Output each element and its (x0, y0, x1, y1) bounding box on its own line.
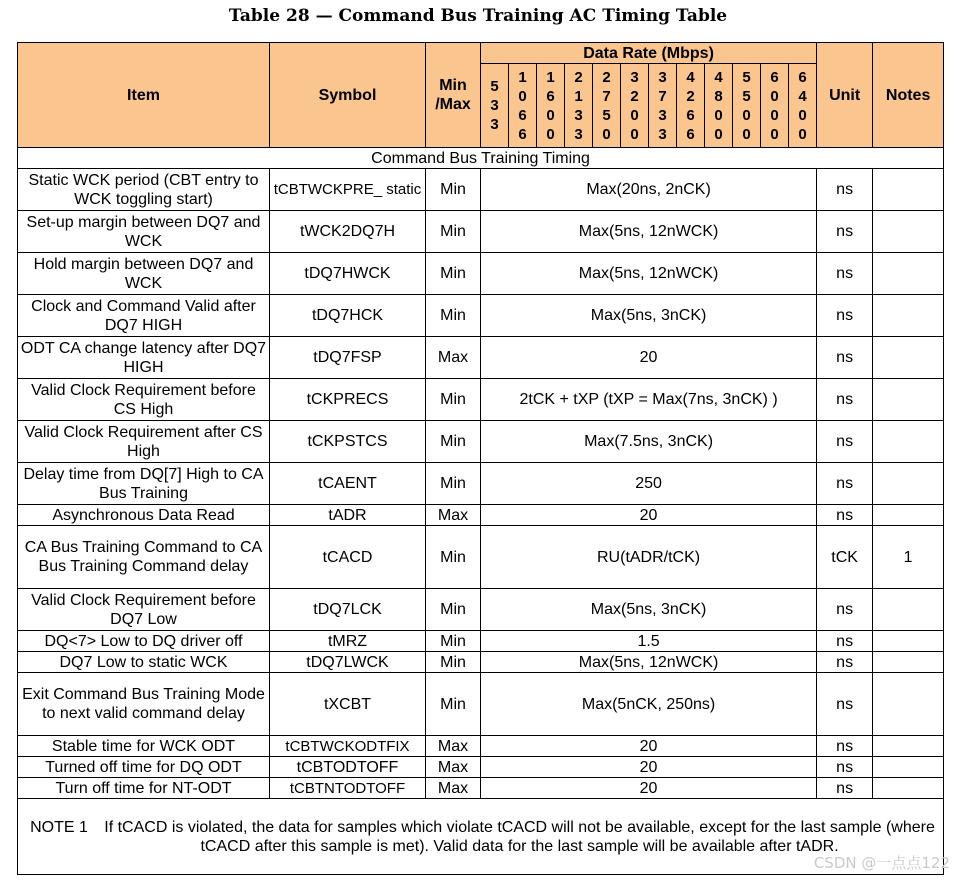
cell-value: 20 (481, 778, 817, 799)
table-row (18, 463, 944, 505)
table-row (18, 211, 944, 253)
rate-header-3200: 3 2 0 0 (621, 64, 649, 148)
cell-item: Hold margin between DQ7 and WCK (18, 253, 270, 295)
cell-note (873, 211, 944, 253)
cell-item: Clock and Command Valid after DQ7 HIGH (18, 295, 270, 337)
cell-minmax: Min (426, 463, 481, 505)
cell-unit: ns (817, 631, 873, 652)
cell-unit: ns (817, 673, 873, 736)
rate-header-6400: 6 4 0 0 (789, 64, 817, 148)
table-row (18, 253, 944, 295)
cell-unit: ns (817, 736, 873, 757)
cell-unit: ns (817, 505, 873, 526)
cell-symbol: tCBTODTOFF (270, 757, 426, 778)
table-title: Table 28 — Command Bus Training AC Timing Table (228, 6, 728, 26)
table-row (18, 757, 944, 778)
header-notes: Notes (873, 43, 944, 148)
cell-note (873, 631, 944, 652)
cell-symbol: tCAENT (270, 463, 426, 505)
cell-symbol: tMRZ (270, 631, 426, 652)
cell-item: ODT CA change latency after DQ7 HIGH (18, 337, 270, 379)
rate-header-4266: 4 2 6 6 (677, 64, 705, 148)
cell-symbol: tCBTWCKODTFIX (270, 736, 426, 757)
rate-header-3733: 3 7 3 3 (649, 64, 677, 148)
cell-symbol: tDQ7LCK (270, 589, 426, 631)
cell-item: Static WCK period (CBT entry to WCK toggling start) (18, 169, 270, 211)
cell-minmax: Max (426, 505, 481, 526)
cell-unit: ns (817, 652, 873, 673)
cell-symbol: tCBTWCKPRE_ static (270, 169, 426, 211)
cell-value: Max(5nCK, 250ns) (481, 673, 817, 736)
table-row (18, 736, 944, 757)
cell-unit: tCK (817, 526, 873, 589)
cell-note (873, 295, 944, 337)
cell-minmax: Min (426, 526, 481, 589)
table-row (18, 169, 944, 211)
cell-value: Max(5ns, 12nWCK) (481, 211, 817, 253)
cell-item: DQ<7> Low to DQ driver off (18, 631, 270, 652)
cell-symbol: tCBTNTODTOFF (270, 778, 426, 799)
header-data-rate: Data Rate (Mbps) (481, 43, 817, 64)
cell-note: 1 (873, 526, 944, 589)
cell-note (873, 169, 944, 211)
cell-note (873, 778, 944, 799)
section-title: Command Bus Training Timing (18, 148, 944, 169)
cell-symbol: tADR (270, 505, 426, 526)
rate-header-533: 5 3 3 (481, 64, 509, 148)
cell-value: 2tCK + tXP (tXP = Max(7ns, 3nCK) ) (481, 379, 817, 421)
cell-item: Valid Clock Requirement before DQ7 Low (18, 589, 270, 631)
cell-item: Stable time for WCK ODT (18, 736, 270, 757)
table-row (18, 778, 944, 799)
cell-minmax: Max (426, 757, 481, 778)
cell-unit: ns (817, 589, 873, 631)
cell-item: Set-up margin between DQ7 and WCK (18, 211, 270, 253)
rate-header-1600: 1 6 0 0 (537, 64, 565, 148)
header-symbol: Symbol (270, 43, 426, 148)
rate-header-2750: 2 7 5 0 (593, 64, 621, 148)
rate-header-4800: 4 8 0 0 (705, 64, 733, 148)
cell-symbol: tDQ7FSP (270, 337, 426, 379)
cell-symbol: tCKPRECS (270, 379, 426, 421)
cell-symbol: tCACD (270, 526, 426, 589)
cell-value: 20 (481, 757, 817, 778)
cell-value: 20 (481, 337, 817, 379)
table-row (18, 631, 944, 652)
table-row (18, 526, 944, 589)
footnote-text: If tCACD is violated, the data for samples which violate tCACD will not be available, except for the last sample (where tCACD after this sample is met). Valid data for the last sample will be available after tADR. (104, 818, 935, 855)
table-row (18, 589, 944, 631)
cell-unit: ns (817, 463, 873, 505)
cell-minmax: Max (426, 778, 481, 799)
cell-minmax: Min (426, 652, 481, 673)
cell-minmax: Min (426, 253, 481, 295)
cell-item: DQ7 Low to static WCK (18, 652, 270, 673)
timing-table (17, 42, 944, 875)
cell-note (873, 505, 944, 526)
cell-value: Max(5ns, 12nWCK) (481, 652, 817, 673)
cell-note (873, 589, 944, 631)
cell-symbol: tDQ7LWCK (270, 652, 426, 673)
rate-header-2133: 2 1 3 3 (565, 64, 593, 148)
header-item: Item (18, 43, 270, 148)
cell-value: Max(5ns, 3nCK) (481, 589, 817, 631)
cell-unit: ns (817, 169, 873, 211)
cell-unit: ns (817, 211, 873, 253)
cell-note (873, 736, 944, 757)
cell-value: 250 (481, 463, 817, 505)
footnote-label: NOTE 1 (30, 818, 88, 836)
header-minmax: Min /Max (426, 43, 481, 148)
table-row (18, 673, 944, 736)
cell-unit: ns (817, 295, 873, 337)
cell-value: 1.5 (481, 631, 817, 652)
cell-symbol: tWCK2DQ7H (270, 211, 426, 253)
cell-note (873, 253, 944, 295)
cell-value: Max(5ns, 3nCK) (481, 295, 817, 337)
cell-note (873, 421, 944, 463)
cell-unit: ns (817, 253, 873, 295)
cell-note (873, 652, 944, 673)
cell-note (873, 673, 944, 736)
cell-note (873, 757, 944, 778)
cell-minmax: Min (426, 379, 481, 421)
header-unit: Unit (817, 43, 873, 148)
cell-minmax: Min (426, 421, 481, 463)
cell-value: RU(tADR/tCK) (481, 526, 817, 589)
cell-note (873, 379, 944, 421)
cell-item: Asynchronous Data Read (18, 505, 270, 526)
cell-symbol: tDQ7HCK (270, 295, 426, 337)
cell-minmax: Min (426, 211, 481, 253)
cell-item: Valid Clock Requirement after CS High (18, 421, 270, 463)
cell-unit: ns (817, 421, 873, 463)
cell-minmax: Min (426, 673, 481, 736)
watermark: CSDN @一点点122 (813, 854, 950, 872)
cell-unit: ns (817, 778, 873, 799)
table-row (18, 295, 944, 337)
cell-minmax: Min (426, 589, 481, 631)
cell-minmax: Min (426, 295, 481, 337)
cell-unit: ns (817, 337, 873, 379)
cell-value: Max(20ns, 2nCK) (481, 169, 817, 211)
cell-symbol: tXCBT (270, 673, 426, 736)
cell-value: Max(7.5ns, 3nCK) (481, 421, 817, 463)
cell-unit: ns (817, 379, 873, 421)
table-row (18, 505, 944, 526)
rate-header-5500: 5 5 0 0 (733, 64, 761, 148)
cell-item: CA Bus Training Command to CA Bus Training Command delay (18, 526, 270, 589)
cell-unit: ns (817, 757, 873, 778)
cell-minmax: Max (426, 736, 481, 757)
table-row (18, 652, 944, 673)
cell-value: Max(5ns, 12nWCK) (481, 253, 817, 295)
cell-symbol: tDQ7HWCK (270, 253, 426, 295)
table-row (18, 337, 944, 379)
cell-symbol: tCKPSTCS (270, 421, 426, 463)
cell-item: Valid Clock Requirement before CS High (18, 379, 270, 421)
table-row (18, 379, 944, 421)
cell-note (873, 463, 944, 505)
rate-header-1066: 1 0 6 6 (509, 64, 537, 148)
cell-value: 20 (481, 505, 817, 526)
cell-item: Turned off time for DQ ODT (18, 757, 270, 778)
table-row (18, 421, 944, 463)
cell-minmax: Max (426, 337, 481, 379)
cell-value: 20 (481, 736, 817, 757)
cell-item: Exit Command Bus Training Mode to next valid command delay (18, 673, 270, 736)
cell-item: Delay time from DQ[7] High to CA Bus Training (18, 463, 270, 505)
cell-item: Turn off time for NT-ODT (18, 778, 270, 799)
cell-minmax: Min (426, 631, 481, 652)
cell-minmax: Min (426, 169, 481, 211)
rate-header-6000: 6 0 0 0 (761, 64, 789, 148)
footnote (18, 799, 944, 875)
cell-note (873, 337, 944, 379)
